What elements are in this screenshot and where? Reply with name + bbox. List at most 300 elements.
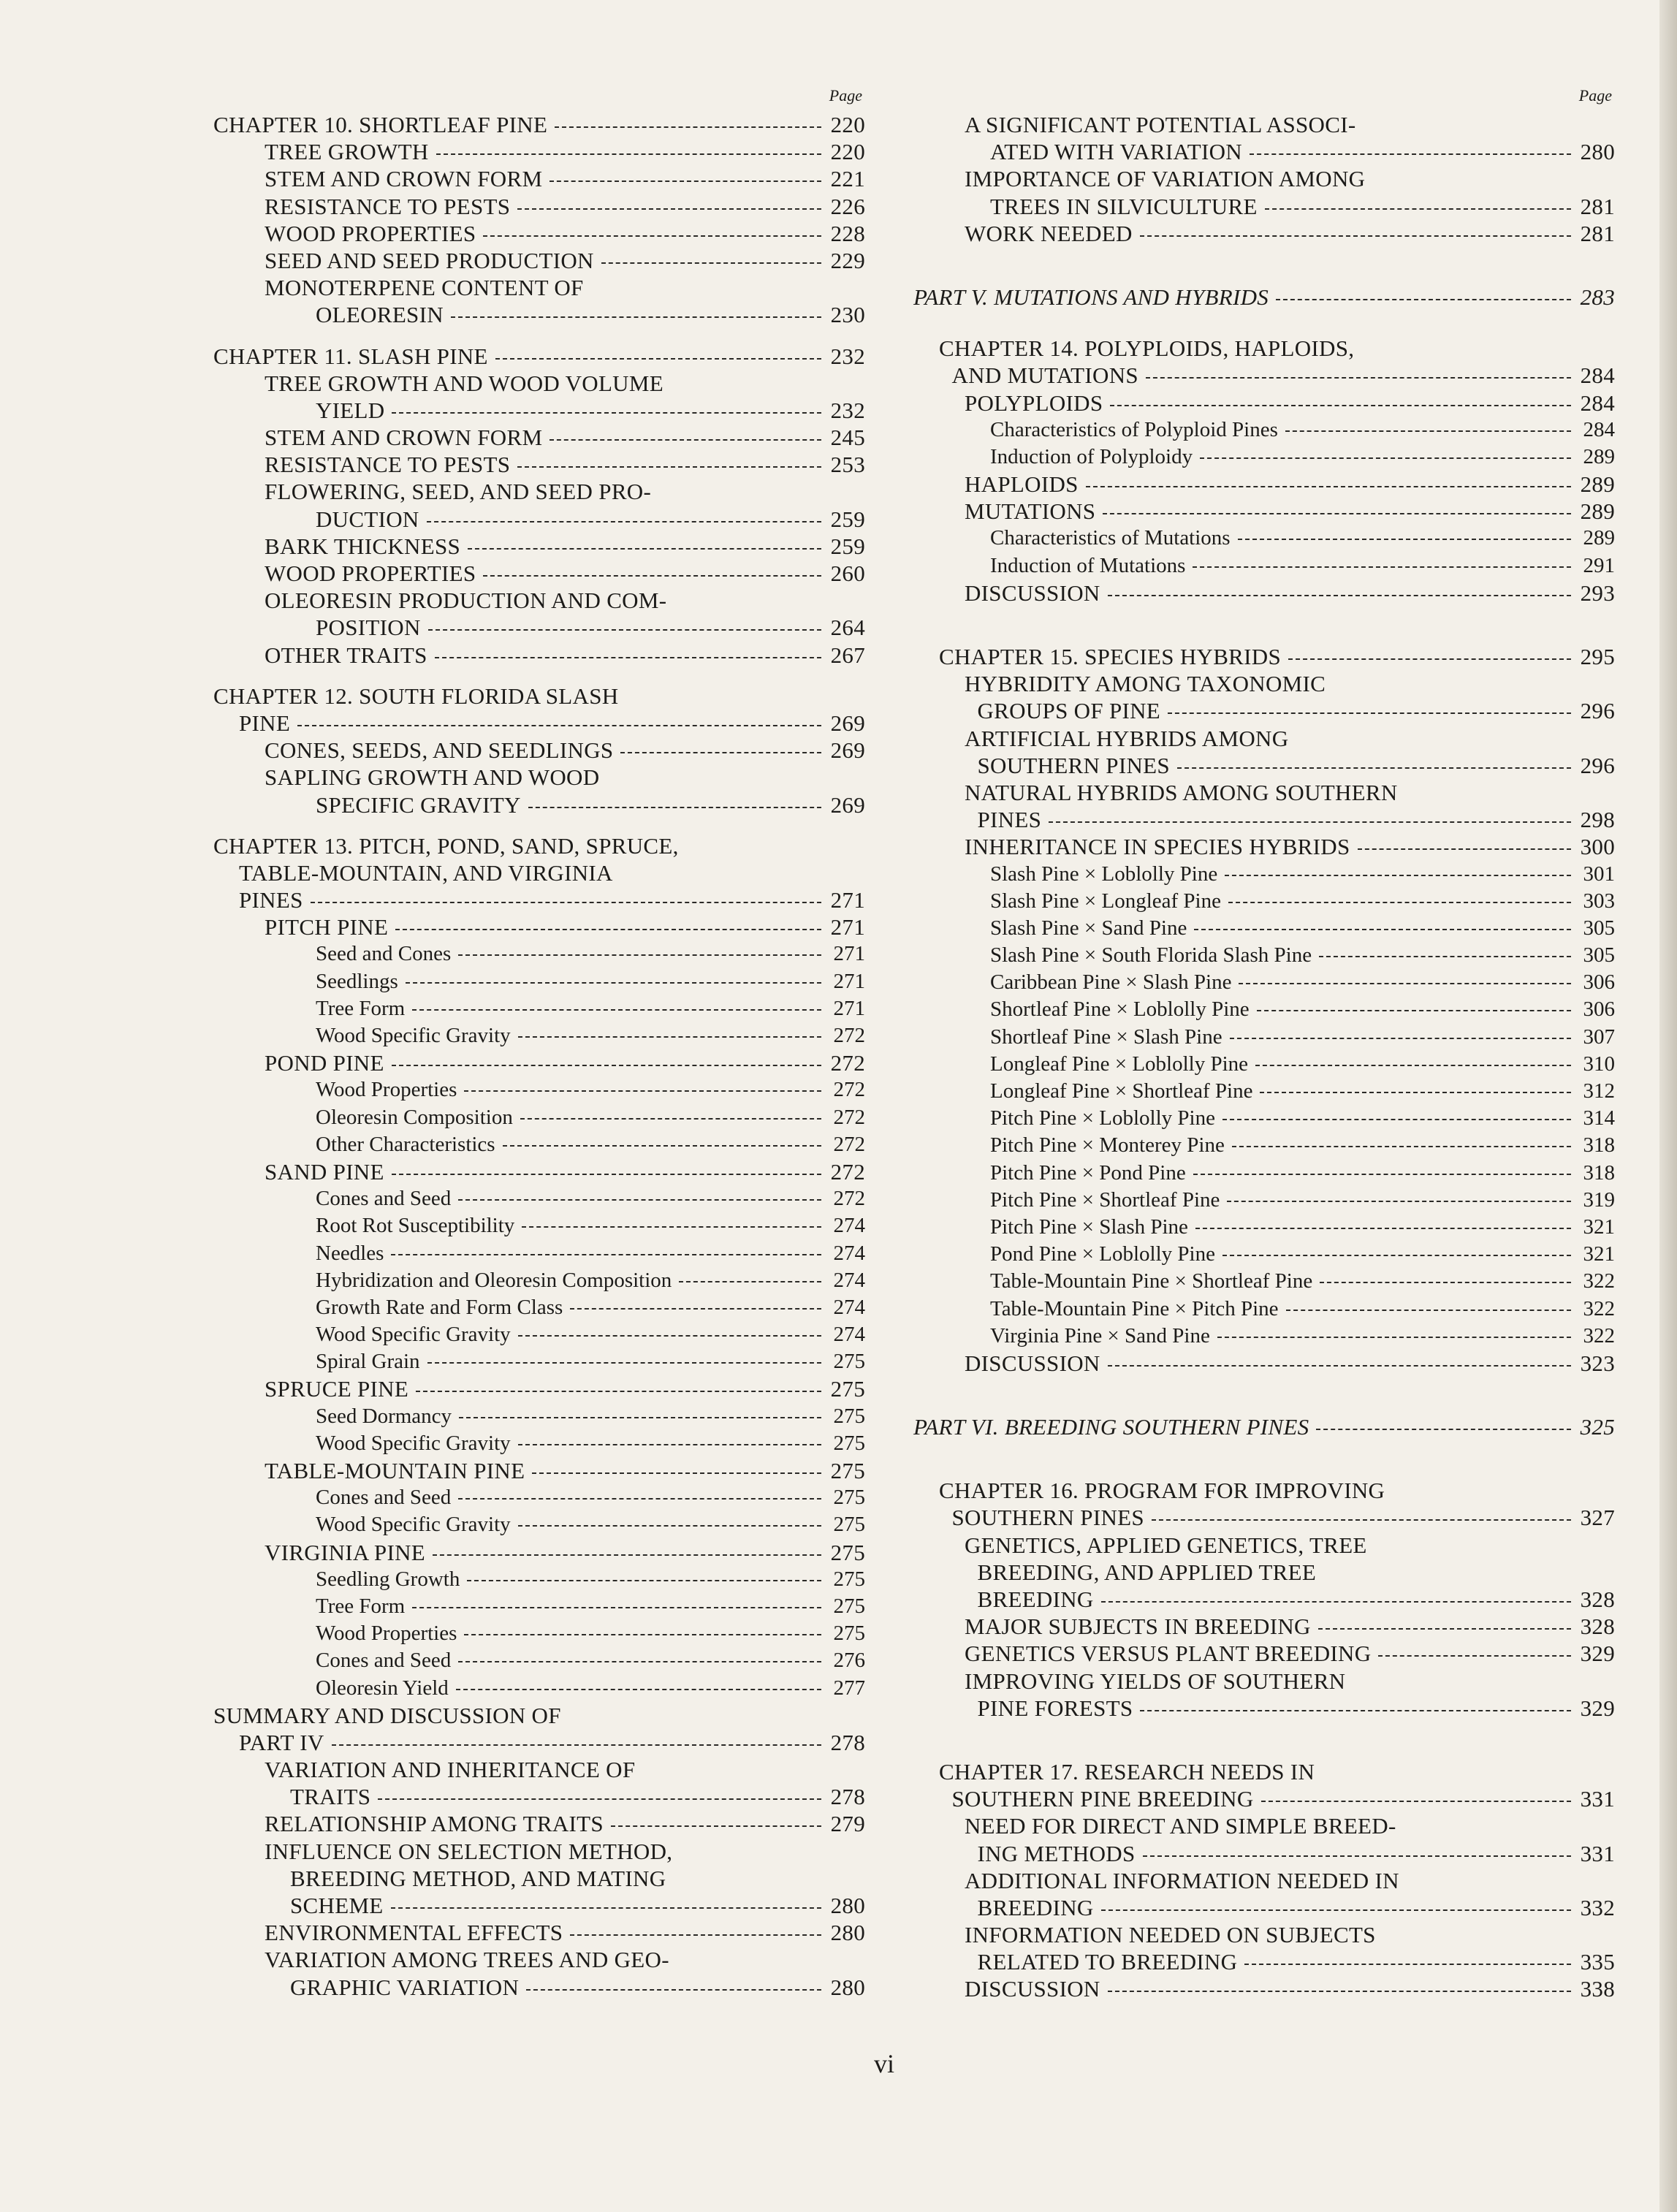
- toc-entry: [213, 138, 865, 165]
- toc-entry-title: CHAPTER 17. RESEARCH NEEDS IN: [939, 1758, 1315, 1785]
- dot-leader: [1103, 513, 1571, 514]
- toc-entry: [213, 370, 865, 397]
- dot-leader: [1168, 712, 1571, 714]
- dot-leader: [1265, 208, 1571, 210]
- toc-entry-page: 314: [1583, 1106, 1615, 1130]
- toc-entry-title: SOUTHERN PINES: [951, 1505, 1144, 1531]
- dot-leader: [406, 982, 821, 984]
- toc-entry-title: TREE GROWTH AND WOOD VOLUME: [265, 370, 663, 396]
- dot-leader: [416, 1391, 821, 1392]
- section-gap: [213, 329, 865, 343]
- dot-leader: [456, 1689, 821, 1690]
- toc-entry-page: 303: [1583, 889, 1615, 913]
- toc-entry-title: Virginia Pine × Sand Pine: [990, 1323, 1210, 1348]
- dot-leader: [1110, 405, 1571, 406]
- toc-entry: [913, 1132, 1615, 1159]
- dot-leader: [483, 575, 821, 577]
- toc-entry-page: 275: [833, 1594, 865, 1618]
- page-column-label: Page: [829, 86, 862, 104]
- dot-leader: [1378, 1655, 1571, 1657]
- toc-entry-page: 245: [830, 425, 865, 451]
- toc-entry: [213, 1865, 865, 1892]
- toc-entry-title: POND PINE: [265, 1050, 384, 1076]
- dot-leader: [392, 1174, 821, 1175]
- toc-entry: [213, 1022, 865, 1049]
- toc-entry-page: 331: [1580, 1786, 1615, 1812]
- toc-entry: [213, 1375, 865, 1402]
- toc-entry: [913, 1668, 1615, 1695]
- toc-entry-title: VARIATION AMONG TREES AND GEO-: [265, 1947, 669, 1973]
- toc-entry-page: 272: [833, 1187, 865, 1211]
- toc-entry-page: 284: [1580, 389, 1615, 416]
- toc-entry: [913, 697, 1615, 724]
- section-gap: [913, 247, 1615, 284]
- toc-entry-page: 274: [833, 1323, 865, 1347]
- dot-leader: [464, 1090, 821, 1092]
- toc-entry-title: ADDITIONAL INFORMATION NEEDED IN: [965, 1867, 1399, 1893]
- toc-entry-title: WOOD PROPERTIES: [265, 220, 476, 246]
- toc-entry-title: Slash Pine × Loblolly Pine: [990, 862, 1218, 886]
- toc-entry-page: 328: [1580, 1614, 1615, 1640]
- toc-entry-page: 275: [833, 1567, 865, 1591]
- toc-entry-page: 275: [833, 1622, 865, 1646]
- dot-leader: [435, 657, 821, 658]
- toc-entry: [213, 1131, 865, 1158]
- dot-leader: [392, 412, 821, 414]
- dot-leader: [1276, 299, 1571, 300]
- toc-entry: [213, 397, 865, 424]
- toc-entry: [213, 220, 865, 247]
- toc-entry: [213, 343, 865, 370]
- toc-entry-title: GENETICS, APPLIED GENETICS, TREE: [965, 1532, 1367, 1558]
- toc-entry-title: ARTIFICIAL HYBRIDS AMONG: [965, 725, 1289, 751]
- toc-entry-page: 312: [1583, 1079, 1615, 1103]
- toc-entry-title: TREE GROWTH: [265, 139, 429, 165]
- toc-entry: [913, 725, 1615, 752]
- dot-leader: [1320, 1282, 1571, 1283]
- toc-entry-title: TRAITS: [290, 1784, 371, 1810]
- toc-entry-page: 280: [830, 1893, 865, 1918]
- toc-entry: [213, 1892, 865, 1919]
- toc-entry: [913, 335, 1615, 362]
- toc-entry-title: STEM AND CROWN FORM: [265, 425, 543, 451]
- toc-entry: [213, 1675, 865, 1702]
- toc-entry: [913, 1532, 1615, 1559]
- dot-leader: [520, 1118, 821, 1120]
- toc-entry: [913, 1840, 1615, 1867]
- toc-entry: [213, 1403, 865, 1430]
- toc-entry-title: INHERITANCE IN SPECIES HYBRIDS: [965, 834, 1350, 860]
- toc-entry-page: 220: [830, 139, 865, 165]
- dot-leader: [1101, 1601, 1571, 1603]
- toc-entry-title: PITCH PINE: [265, 914, 389, 940]
- toc-entry: [913, 1948, 1615, 1975]
- toc-entry-title: SUMMARY AND DISCUSSION OF: [213, 1702, 561, 1728]
- toc-entry: [913, 1350, 1615, 1377]
- dot-leader: [297, 725, 821, 726]
- toc-entry-page: 228: [830, 220, 865, 246]
- toc-entry-page: 275: [830, 1539, 865, 1565]
- toc-entry: [913, 1187, 1615, 1214]
- toc-entry-title: SOUTHERN PINE BREEDING: [951, 1786, 1254, 1812]
- toc-entry: [913, 1894, 1615, 1921]
- toc-entry: [913, 915, 1615, 942]
- dot-leader: [517, 208, 821, 210]
- toc-entry-page: 230: [830, 302, 865, 328]
- dot-leader: [458, 954, 821, 956]
- toc-entry-page: 272: [833, 1078, 865, 1102]
- toc-entry-page: 305: [1583, 916, 1615, 940]
- toc-entry-title: Induction of Mutations: [990, 553, 1186, 577]
- toc-entry-title: GROUPS OF PINE: [977, 698, 1161, 724]
- toc-entry: [913, 362, 1615, 389]
- toc-entry: [213, 301, 865, 328]
- dot-leader: [1140, 235, 1571, 237]
- dot-leader: [1222, 1119, 1571, 1120]
- toc-entry-page: 274: [833, 1295, 865, 1319]
- toc-entry: [913, 643, 1615, 670]
- toc-entry-title: NATURAL HYBRIDS AMONG SOUTHERN: [965, 779, 1398, 805]
- toc-entry-title: SEED AND SEED PRODUCTION: [265, 247, 594, 273]
- toc-entry-title: YIELD: [316, 397, 385, 423]
- page-edge-shadow: [1659, 0, 1677, 2212]
- toc-entry-page: 295: [1580, 644, 1615, 669]
- toc-entry-title: Shortleaf Pine × Loblolly Pine: [990, 997, 1250, 1022]
- dot-leader: [679, 1281, 821, 1282]
- toc-entry-page: 322: [1583, 1269, 1615, 1293]
- toc-entry: [213, 764, 865, 791]
- dot-leader: [526, 1989, 821, 1991]
- toc-entry: [213, 1647, 865, 1674]
- toc-entry-page: 267: [830, 642, 865, 668]
- toc-entry-title: Pond Pine × Loblolly Pine: [990, 1242, 1215, 1266]
- toc-entry-page: 253: [830, 452, 865, 478]
- toc-entry-title: STEM AND CROWN FORM: [265, 166, 543, 192]
- toc-entry: [213, 1783, 865, 1810]
- toc-entry: [913, 498, 1615, 525]
- toc-entry-title: Other Characteristics: [316, 1132, 495, 1156]
- toc-entry: [213, 737, 865, 764]
- toc-entry-page: 301: [1583, 862, 1615, 886]
- toc-entry-page: 272: [830, 1050, 865, 1076]
- toc-entry: [213, 478, 865, 505]
- dot-leader: [1318, 1628, 1571, 1630]
- toc-entry-page: 296: [1580, 752, 1615, 778]
- toc-entry-page: 272: [833, 1105, 865, 1129]
- toc-entry-page: 275: [833, 1350, 865, 1374]
- toc-entry-page: 276: [833, 1649, 865, 1673]
- dot-leader: [428, 629, 821, 631]
- toc-entry-page: 310: [1583, 1052, 1615, 1076]
- toc-entry-page: 325: [1580, 1414, 1615, 1440]
- toc-entry: [913, 1477, 1615, 1504]
- toc-entry-page: 322: [1583, 1323, 1615, 1348]
- toc-entry-title: RESISTANCE TO PESTS: [265, 193, 511, 219]
- toc-entry: [213, 832, 865, 859]
- toc-entry: [913, 220, 1615, 247]
- toc-entry-page: 269: [830, 737, 865, 764]
- toc-entry-title: SCHEME: [290, 1893, 384, 1918]
- toc-entry-page: 274: [833, 1214, 865, 1238]
- toc-entry-page: 277: [833, 1676, 865, 1700]
- toc-entry-page: 259: [830, 533, 865, 559]
- dot-leader: [1193, 1174, 1571, 1175]
- dot-leader: [601, 262, 821, 264]
- dot-leader: [392, 1065, 821, 1066]
- toc-entry: [913, 165, 1615, 192]
- dot-leader: [1225, 875, 1571, 876]
- toc-part-heading: [913, 284, 1615, 311]
- toc-entry-page: 322: [1583, 1296, 1615, 1320]
- toc-entry: [913, 193, 1615, 220]
- toc-entry: [913, 1051, 1615, 1078]
- dot-leader: [1193, 566, 1571, 568]
- toc-entry-page: 300: [1580, 834, 1615, 860]
- toc-entry: [213, 913, 865, 940]
- toc-entry: [213, 587, 865, 614]
- dot-leader: [1086, 486, 1571, 487]
- toc-entry: [213, 1430, 865, 1457]
- toc-entry-title: RELATED TO BREEDING: [977, 1949, 1238, 1975]
- toc-entry: [213, 859, 865, 886]
- dot-leader: [517, 466, 821, 468]
- toc-entry-title: IMPORTANCE OF VARIATION AMONG: [965, 166, 1366, 192]
- toc-entry: [913, 806, 1615, 833]
- toc-entry-title: DUCTION: [316, 506, 419, 532]
- dot-leader: [495, 358, 821, 360]
- toc-entry-page: 272: [833, 1024, 865, 1047]
- toc-entry-title: SPRUCE PINE: [265, 1376, 409, 1402]
- toc-entry-title: PINE FORESTS: [977, 1695, 1133, 1721]
- toc-entry-page: 278: [830, 1729, 865, 1755]
- dot-leader: [1146, 377, 1571, 379]
- dot-leader: [1108, 1991, 1571, 1992]
- toc-entry-page: 281: [1580, 193, 1615, 219]
- toc-entry-page: 229: [830, 247, 865, 273]
- toc-entry: [213, 247, 865, 274]
- toc-entry-title: HYBRIDITY AMONG TAXONOMIC: [965, 671, 1326, 697]
- toc-entry-page: 271: [833, 942, 865, 966]
- toc-entry-title: GENETICS VERSUS PLANT BREEDING: [965, 1641, 1372, 1667]
- dot-leader: [1244, 1964, 1571, 1965]
- toc-entry: [913, 670, 1615, 697]
- toc-entry-title: DISCUSSION: [965, 579, 1100, 606]
- dot-leader: [1261, 1801, 1571, 1802]
- toc-entry-page: 232: [830, 343, 865, 369]
- toc-entry-page: 306: [1583, 997, 1615, 1022]
- dot-leader: [620, 752, 821, 753]
- toc-entry: [913, 752, 1615, 779]
- toc-entry: [213, 1240, 865, 1267]
- toc-entry: [913, 942, 1615, 969]
- toc-entry: [913, 1214, 1615, 1241]
- toc-entry: [213, 560, 865, 587]
- toc-entry: [213, 165, 865, 192]
- toc-right-column: [913, 86, 1615, 2003]
- toc-part-heading: [913, 1413, 1615, 1440]
- toc-entry-title: INFORMATION NEEDED ON SUBJECTS: [965, 1922, 1376, 1948]
- toc-entry-title: Cones and Seed: [316, 1486, 452, 1510]
- toc-entry-page: 271: [833, 969, 865, 993]
- toc-entry-title: MONOTERPENE CONTENT OF: [265, 275, 584, 301]
- toc-entry-title: A SIGNIFICANT POTENTIAL ASSOCI-: [965, 112, 1356, 137]
- toc-entry-page: 306: [1583, 970, 1615, 995]
- toc-entry-title: SPECIFIC GRAVITY: [316, 791, 521, 818]
- toc-entry-page: 279: [830, 1811, 865, 1837]
- section-gap: [913, 1722, 1615, 1758]
- toc-entry-title: Wood Specific Gravity: [316, 1024, 511, 1047]
- toc-entry: [213, 1919, 865, 1946]
- dot-leader: [1140, 1710, 1571, 1711]
- dot-leader: [468, 548, 821, 550]
- toc-entry-title: RESISTANCE TO PESTS: [265, 452, 511, 478]
- toc-entry-title: Pitch Pine × Shortleaf Pine: [990, 1187, 1220, 1212]
- dot-leader: [1230, 1038, 1571, 1039]
- toc-entry-page: 275: [833, 1513, 865, 1537]
- dot-leader: [1238, 539, 1571, 540]
- toc-entry-title: POLYPLOIDS: [965, 389, 1103, 416]
- toc-entry-title: Seedling Growth: [316, 1567, 460, 1591]
- toc-entry-page: 296: [1580, 698, 1615, 724]
- toc-entry-page: 281: [1580, 220, 1615, 246]
- dot-leader: [459, 1417, 821, 1418]
- toc-entry-title: BREEDING METHOD, AND MATING: [290, 1865, 666, 1891]
- toc-entry-title: MAJOR SUBJECTS IN BREEDING: [965, 1614, 1311, 1640]
- section-gap: [213, 818, 865, 832]
- dot-leader: [433, 1554, 821, 1556]
- toc-entry-title: Wood Specific Gravity: [316, 1513, 511, 1537]
- toc-entry: [213, 1484, 865, 1511]
- toc-entry: [913, 389, 1615, 417]
- toc-entry-page: 271: [830, 914, 865, 940]
- toc-entry: [913, 1921, 1615, 1948]
- toc-entry: [913, 1323, 1615, 1350]
- toc-entry-title: Seedlings: [316, 969, 398, 993]
- section-gap: [913, 1440, 1615, 1477]
- toc-entry-title: PART V. MUTATIONS AND HYBRIDS: [913, 284, 1269, 310]
- page-column-label: Page: [1578, 86, 1612, 104]
- toc-entry-title: AND MUTATIONS: [951, 362, 1138, 389]
- toc-entry: [913, 1812, 1615, 1839]
- toc-entry-title: CHAPTER 13. PITCH, POND, SAND, SPRUCE,: [213, 832, 679, 859]
- toc-entry: [913, 471, 1615, 498]
- toc-entry: [913, 1268, 1615, 1295]
- dot-leader: [550, 180, 821, 182]
- toc-entry-title: Needles: [316, 1241, 384, 1265]
- dot-leader: [1049, 821, 1571, 823]
- dot-leader: [570, 1934, 821, 1936]
- toc-entry: [913, 1975, 1615, 2002]
- toc-entry-page: 293: [1580, 579, 1615, 606]
- toc-entry-title: MUTATIONS: [965, 498, 1096, 525]
- toc-entry-page: 275: [833, 1486, 865, 1510]
- dot-leader: [391, 1254, 821, 1255]
- toc-entry-title: TREES IN SILVICULTURE: [990, 193, 1258, 219]
- toc-entry-title: CHAPTER 14. POLYPLOIDS, HAPLOIDS,: [939, 335, 1355, 362]
- toc-entry-title: GRAPHIC VARIATION: [290, 1974, 520, 2000]
- toc-entry: [213, 1539, 865, 1566]
- toc-entry: [213, 533, 865, 560]
- toc-entry-title: OLEORESIN PRODUCTION AND COM-: [265, 588, 667, 614]
- toc-entry-page: 272: [833, 1132, 865, 1156]
- dot-leader: [528, 807, 821, 808]
- toc-entry-title: TABLE-MOUNTAIN PINE: [265, 1458, 525, 1483]
- toc-entry-title: PART IV: [239, 1729, 324, 1755]
- toc-entry-page: 335: [1580, 1949, 1615, 1975]
- toc-entry-page: 275: [833, 1404, 865, 1428]
- toc-entry: [913, 579, 1615, 607]
- toc-entry-page: 274: [833, 1268, 865, 1292]
- toc-entry: [913, 779, 1615, 806]
- toc-entry: [213, 710, 865, 737]
- toc-entry: [913, 833, 1615, 860]
- toc-entry: [913, 1758, 1615, 1785]
- toc-entry: [213, 1049, 865, 1076]
- dot-leader: [1108, 595, 1571, 596]
- toc-entry-title: CHAPTER 15. SPECIES HYBRIDS: [939, 644, 1282, 669]
- toc-entry-title: CHAPTER 10. SHORTLEAF PINE: [213, 112, 548, 137]
- toc-entry-page: 269: [830, 710, 865, 736]
- toc-entry: [913, 444, 1615, 471]
- toc-entry-title: Tree Form: [316, 996, 406, 1020]
- dot-leader: [1250, 153, 1571, 155]
- dot-leader: [1194, 929, 1571, 930]
- toc-entry-title: Growth Rate and Form Class: [316, 1295, 563, 1319]
- dot-leader: [1286, 1310, 1571, 1311]
- toc-entry-page: 323: [1580, 1350, 1615, 1376]
- toc-entry: [213, 1321, 865, 1348]
- toc-list-right: [913, 111, 1615, 2003]
- dot-leader: [1101, 1909, 1571, 1911]
- toc-entry: [913, 1160, 1615, 1187]
- toc-entry: [913, 1785, 1615, 1812]
- toc-entry-title: BREEDING: [977, 1586, 1094, 1612]
- toc-entry-title: FLOWERING, SEED, AND SEED PRO-: [265, 479, 652, 505]
- dot-leader: [1152, 1519, 1571, 1521]
- dot-leader: [1177, 767, 1571, 769]
- toc-entry-title: PART VI. BREEDING SOUTHERN PINES: [913, 1414, 1309, 1440]
- dot-leader: [467, 1580, 821, 1581]
- toc-entry-page: 274: [833, 1241, 865, 1265]
- toc-entry: [213, 1457, 865, 1484]
- dot-leader: [436, 153, 821, 155]
- toc-entry-title: SAPLING GROWTH AND WOOD: [265, 764, 600, 791]
- toc-entry-page: 269: [830, 791, 865, 818]
- toc-entry-title: CHAPTER 16. PROGRAM FOR IMPROVING: [939, 1478, 1385, 1504]
- toc-entry-page: 275: [833, 1431, 865, 1455]
- toc-entry-page: 284: [1583, 417, 1615, 441]
- section-gap: [913, 311, 1615, 335]
- dot-leader: [427, 521, 821, 522]
- toc-entry-title: Root Rot Susceptibility: [316, 1214, 515, 1238]
- dot-leader: [518, 1525, 821, 1527]
- toc-entry: [913, 525, 1615, 552]
- toc-entry-title: ATED WITH VARIATION: [990, 139, 1242, 165]
- toc-entry-page: 289: [1583, 526, 1615, 550]
- toc-entry-page: 260: [830, 560, 865, 586]
- toc-entry: [213, 968, 865, 995]
- toc-entry-title: PINE: [239, 710, 291, 736]
- toc-entry: [213, 1212, 865, 1239]
- toc-entry: [213, 1267, 865, 1294]
- toc-entry-title: Wood Specific Gravity: [316, 1323, 511, 1347]
- dot-leader: [1108, 1365, 1571, 1367]
- toc-entry-page: 280: [1580, 139, 1615, 165]
- toc-entry-title: CHAPTER 11. SLASH PINE: [213, 343, 488, 369]
- toc-entry-title: PINES: [977, 807, 1042, 833]
- toc-entry-title: Cones and Seed: [316, 1649, 452, 1673]
- toc-entry-title: Seed Dormancy: [316, 1404, 452, 1428]
